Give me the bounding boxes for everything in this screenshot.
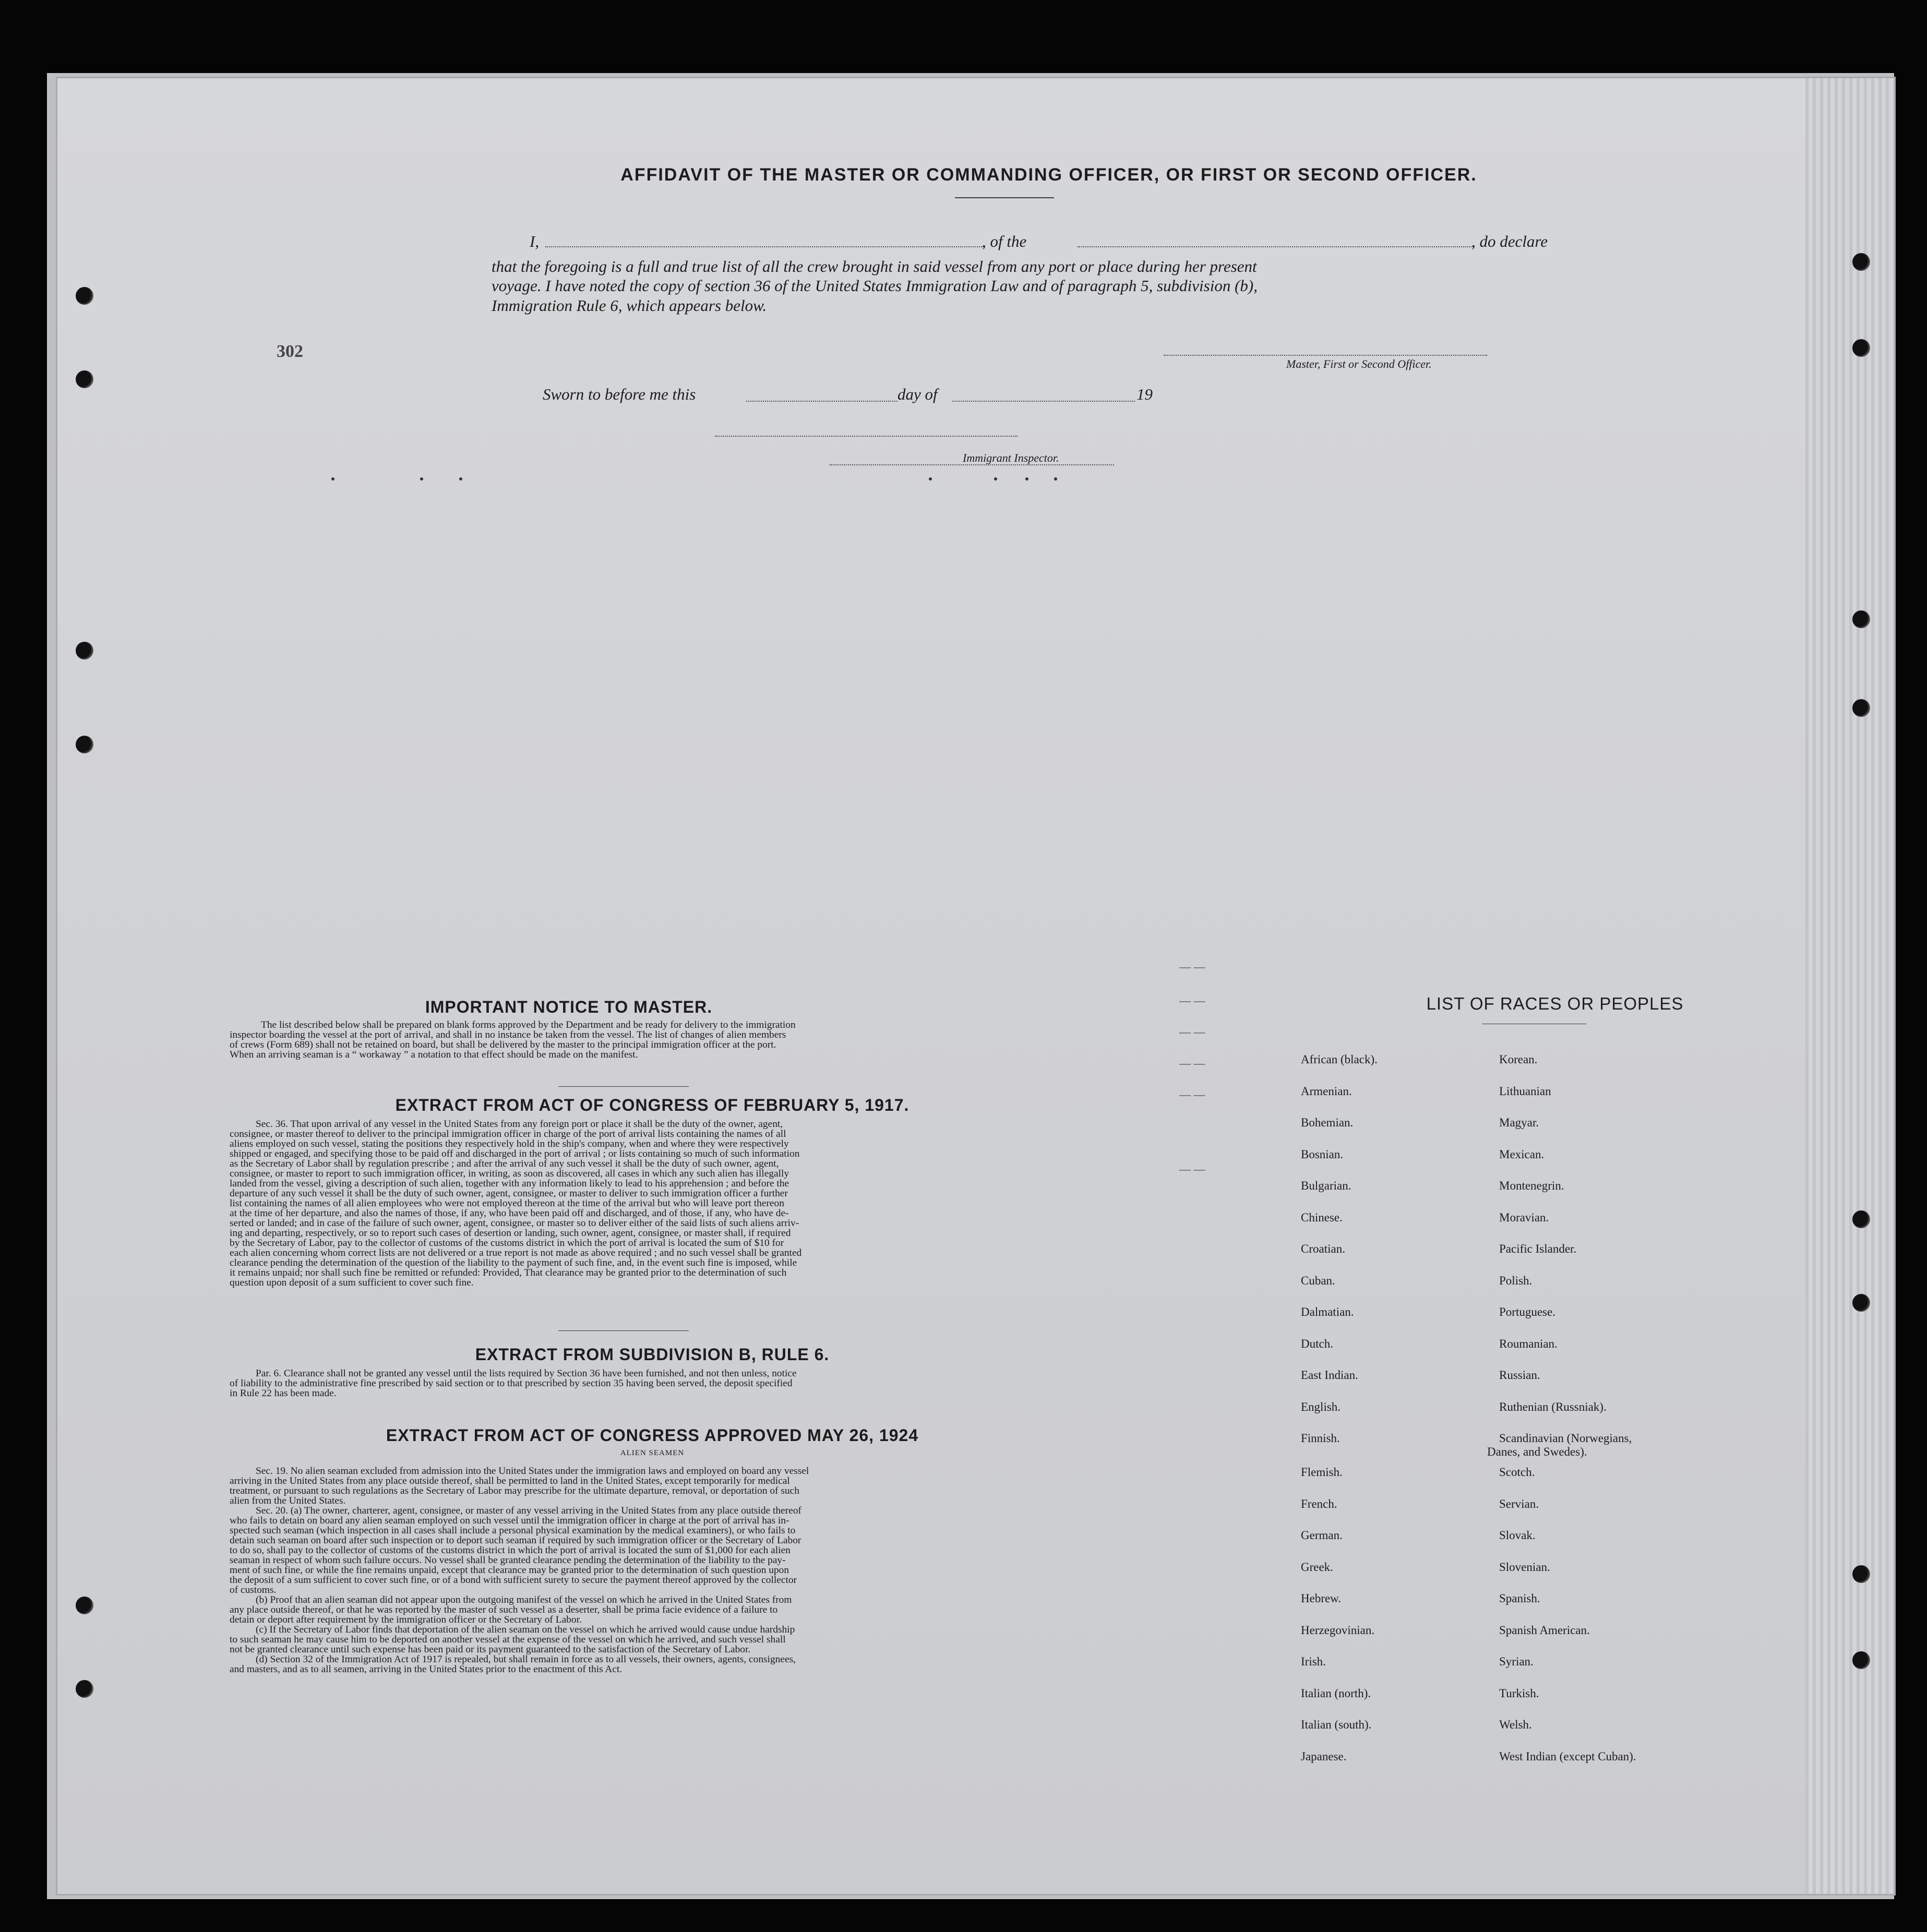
signature-blank	[1164, 355, 1487, 356]
extract-line: (b) Proof that an alien seaman did not appear upon the outgoing manifest of the vessel on which he arrived in the United States from	[256, 1594, 792, 1605]
extract-line: it remains unpaid; nor shall such fine be remitted or refunded: Provided, That clearance may be granted prior to the determination of such	[230, 1267, 787, 1278]
extract-line: serted or landed; and in case of the failure of such owner, agent, consignee, or master so to deliver either of the said lists of such aliens arriv-	[230, 1218, 799, 1229]
race-item: Flemish.	[1301, 1466, 1343, 1479]
race-item: Pacific Islander.	[1499, 1242, 1577, 1255]
extract-line: any place outside thereof, or that he was reported by the master of such vessel as a deserter, shall be prima facie evidence of a failure to	[230, 1604, 778, 1615]
extract-rule6-title: EXTRACT FROM SUBDIVISION B, RULE 6.	[475, 1345, 830, 1364]
race-item: Scotch.	[1499, 1466, 1535, 1479]
race-item: Roumanian.	[1499, 1337, 1558, 1350]
extract-line: at the time of her departure, and also the names of those, if any, who have been paid off and discharged, and of those, if any, who have de-	[230, 1208, 789, 1219]
race-item: Portuguese.	[1499, 1305, 1555, 1318]
race-item: Lithuanian	[1499, 1084, 1551, 1098]
race-item: Herzegovinian.	[1301, 1623, 1375, 1637]
extract-line: of customs.	[230, 1585, 277, 1595]
race-item: Turkish.	[1499, 1686, 1539, 1700]
of-the-label: , of the	[982, 232, 1027, 250]
race-item: Servian.	[1499, 1497, 1539, 1510]
vessel-blank	[1078, 246, 1474, 247]
extract-line: Par. 6. Clearance shall not be granted any vessel until the lists required by Section 36 have been furnished, and not then unless, notice	[256, 1368, 797, 1379]
punch-hole-icon	[1852, 253, 1870, 271]
race-item: German.	[1301, 1529, 1343, 1542]
inspector-label: Immigrant Inspector.	[963, 451, 1059, 464]
race-item: Italian (north).	[1301, 1686, 1371, 1700]
race-item: Russian.	[1499, 1369, 1540, 1382]
extract-rule6-body	[230, 1369, 1075, 1398]
extract-line: arriving in the United States from any place outside thereof, shall be permitted to land in the United States, except temporarily for medical	[230, 1475, 790, 1486]
punch-hole-icon	[76, 642, 93, 659]
affidavit-body-line-3: Immigration Rule 6, which appears below.	[492, 296, 767, 315]
extract-1924-title: EXTRACT FROM ACT OF CONGRESS APPROVED MAY 26, 1924	[386, 1426, 919, 1445]
race-item: Hebrew.	[1301, 1592, 1342, 1605]
divider	[558, 1330, 689, 1331]
extract-1924-body	[230, 1466, 1075, 1674]
punch-hole-icon	[76, 370, 93, 388]
race-item: Dalmatian.	[1301, 1305, 1354, 1318]
notice-line: of crews (Form 689) shall not be retained on board, but shall be delivered by the master to the principal immigration officer at the port.	[230, 1039, 776, 1050]
punch-hole-icon	[1852, 1651, 1870, 1669]
race-item: Japanese.	[1301, 1749, 1347, 1763]
race-item: Spanish.	[1499, 1592, 1540, 1605]
divider	[558, 1086, 689, 1087]
race-item: East Indian.	[1301, 1369, 1358, 1382]
race-item: Bohemian.	[1301, 1116, 1354, 1129]
notice-body	[230, 1020, 1075, 1060]
page-edge-stack	[1805, 78, 1894, 1894]
punch-hole-icon	[76, 736, 93, 753]
race-item: Welsh.	[1499, 1718, 1532, 1731]
extract-line: the deposit of a sum sufficient to cover such fine, or of a bond with sufficient surety to secure the payment thereof approved by the collector	[230, 1575, 797, 1586]
race-item: Dutch.	[1301, 1337, 1333, 1350]
punch-hole-icon	[76, 1680, 93, 1698]
extract-line: clearance pending the determination of the question of the liability to the payment of such fine, and, in the event such fine is imposed, while	[230, 1257, 797, 1268]
extract-line: by the Secretary of Labor, pay to the collector of customs of the customs district in which the port of arrival is located the sum of $10 for	[230, 1238, 784, 1249]
notice-line: inspector boarding the vessel at the port of arrival, and shall in no instance be taken from the vessel. The list of changes of alien members	[230, 1029, 786, 1040]
document-page: 302 AFFIDAVIT OF THE MASTER OR COMMANDING OFFICER, OR FIRST OR SECOND OFFICER. I, , of the , do declare that the foregoing is a full and true list of all the crew brought in said vessel from any port or place during her present voyage. I have noted the copy of section 36 of the United States Immigration Law and of paragraph 5, subdivision (b), Immigration Rule 6, which appears below. Master, First or Second Officer. Sworn to before me this day of 19 Immigrant Inspector. IMPORTANT NOTICE TO MASTER. The list described below shall be prepared on blank forms approved by the Department and be ready for delivery to the immigration inspector boarding the vessel at the port of arrival, and shall in no instance be taken from the vessel. The list of changes of alien members of crews (Form 689) shall not be retained on board, but shall be delivered by the master to the principal immigration officer at the port. When an arriving seaman is a “ workaway ” a notation to that effect should be made on the manifest. EXTRACT FROM ACT OF CONGRESS OF FEBRUARY 5, 1917. Sec. 36. That upon arrival of any vessel in the United States from any foreign port or place it shall be the duty of the owner, agent, consignee, or master thereof to deliver to the principal immigration officer in charge of the port of arrival lists containing the names of all aliens employed on such vessel, stating the positions they respectively hold in the ship's company, when and where they were respectively shipped or engaged, and specifying those to be paid off and discharged in the port of arrival ; or lists containing so much of such information as the Secretary of Labor shall by regulation prescribe ; and after the arrival of any such vessel it shall be the duty of such owner, agent, consignee, or master to report to such immigration officer, in writing, as soon as discovered, all cases in which any such alien has illegally landed from the vessel, giving a description of such alien, together with any information likely to lead to his apprehension ; and before the departure of any such vessel it shall be the duty of such owner, agent, consignee, or master to deliver to such immigration officer a further list containing the names of all alien employees who were not employed thereon at the time of the arrival but who will leave port thereon at the time of her departure, and also the names of those, if any, who have been paid off and discharged, and of those, if any, who have de- serted or landed; and in case of the failure of such owner, agent, consignee, or master so to deliver either of the said lists of such aliens arriv- ing and departing, respectively, or so to report such cases of desertion or landing, such owner, agent, consignee, or master shall, if required by the Secretary of Labor, pay to the collector of customs of the customs district in which the port of arrival is located the sum of $10 for each alien concerning whom correct lists are not delivered or a true report is not made as above required ; and no such vessel shall be granted clearance pending the determination of the question of the liability to the payment of such fine, and, in the event such fine is imposed, while it remains unpaid; nor shall such fine be remitted or refunded: Provided, That clearance may be granted prior to the determination of such question upon deposit of a sum sufficient to cover such fine. EXTRACT FROM SUBDIVISION B, RULE 6. Par. 6. Clearance shall not be granted any vessel until the lists required by Section 36 have been furnished, and not then unless, notice of liability to the administrative fine prescribed by said section or to that prescribed by section 35 having been served, the deposit specified in Rule 22 has been made. EXTRACT FROM ACT OF CONGRESS APPROVED MAY 26, 1924 ALIEN SEAMEN Sec. 19. No alien seaman excluded from admission into the United States under the immigration laws and employed on board any vessel arriving in the United States from any place outside thereof, shall be permitted to land in the United States, except temporarily for medical treatment, or pursuant to such regulations as the Secretary of Labor may prescribe for the ultimate departure, removal, or deportation of such alien from the United States. Sec. 20. (a) The owner, charterer, agent, consignee, or master of any vessel arriving in the United States from any place outside thereof who fails to detain on board any alien seaman employed on such vessel until the immigration officer in charge at the port of arrival has in- spected such seaman (which inspection in all cases shall include a personal physical examination by the medical examiners), or who fails to detain such seaman on board after such inspection or to deport such seaman if required by such immigration officer or the Secretary of Labor to do so, shall pay to the collector of customs of the customs district in which the port of arrival is located the sum of $1,000 for each alien seaman in respect of whom such failure occurs. No vessel shall be granted clearance pending the determination of the liability to the pay- ment of such fine, or while the fine remains unpaid, except that clearance may be granted prior to the determination of such question upon the deposit of a sum sufficient to cover such fine, or of a bond with sufficient surety to secure the payment thereof approved by the collector of customs. (b) Proof that an alien seaman did not appear upon the outgoing manifest of the vessel on which he arrived in the United States from any place outside thereof, or that he was reported by the master of such vessel as a deserter, shall be prima facie evidence of a failure to detain or deport after requirement by the immigration officer or the Secretary of Labor. (c) If the Secretary of Labor finds that deportation of the alien seaman on the vessel on which he arrived would cause undue hardship to such seaman he may cause him to be deported on another vessel at the expense of the vessel on which he arrived, and such vessel shall not be granted clearance until such expense has been paid or its payment guaranteed to the satisfaction of the Secretary of Labor. (d) Section 32 of the Immigration Act of 1917 is repealed, but shall remain in force as to all vessels, their owners, agents, consignees, and masters, and as to all seamen, arriving in the United States prior to the enactment of this Act. LIST OF RACES OR PEOPLES — — — — — — — — — — — — African (black). Armenian. Bohemian. Bosnian. Bulgarian. Chinese. Croatian. Cuban. Dalmatian. Dutch. East Indian. English. Finnish. Flemish. French. German. Greek. Hebrew. Herzegovinian. Irish. Italian (north). Italian (south). Japanese. Korean. Lithuanian Magyar. Mexican. Montenegrin. Moravian. Pacific Islander. Polish. Portuguese. Roumanian. Russian. Ruthenian (Russniak). Scandinavian (Norwegians, Danes, and Swedes). Scotch. Servian. Slovak. Slovenian. Spanish. Spanish American. Syrian. Turkish. Welsh. West Indian (except Cuban).	[57, 78, 1894, 1894]
extract-line: not be granted clearance until such expense has been paid or its payment guaranteed to the satisfaction of the Secretary of Labor.	[230, 1644, 751, 1655]
extract-line: consignee, or master thereof to deliver to the principal immigration officer in charge of the port of arrival lists containing the names of all	[230, 1129, 786, 1139]
extract-line: as the Secretary of Labor shall by regulation prescribe ; and after the arrival of any such vessel it shall be the duty of such owner, agent,	[230, 1158, 779, 1169]
extract-line: and masters, and as to all seamen, arriving in the United States prior to the enactment of this Act.	[230, 1664, 623, 1675]
affidavit-i-label: I,	[530, 232, 540, 250]
extract-line: to do so, shall pay to the collector of customs of the customs district in which the port of arrival is located the sum of $1,000 for each alien	[230, 1545, 791, 1556]
extract-line: aliens employed on such vessel, stating the positions they respectively hold in the ship's company, when and where they were respectively	[230, 1138, 789, 1149]
punch-hole-icon	[1852, 339, 1870, 357]
name-blank	[545, 246, 984, 247]
extract-line: to such seaman he may cause him to be deported on another vessel at the expense of the vessel on which he arrived, and such vessel shall	[230, 1634, 786, 1645]
extract-line: list containing the names of all alien employees who were not employed thereon at the time of the arrival but who will leave port thereon	[230, 1198, 784, 1209]
race-item: Danes, and Swedes).	[1487, 1445, 1587, 1458]
affidavit-body-line-2: voyage. I have noted the copy of section 36 of the United States Immigration Law and of paragraph 5, subdivision (b),	[492, 277, 1258, 295]
race-item: Mexican.	[1499, 1147, 1545, 1161]
extract-line: each alien concerning whom correct lists are not delivered or a true report is not made as above required ; and no such vessel shall be granted	[230, 1247, 802, 1258]
inspector-blank	[715, 436, 1018, 437]
affidavit-title: AFFIDAVIT OF THE MASTER OR COMMANDING OFFICER, OR FIRST OR SECOND OFFICER.	[620, 165, 1477, 185]
punch-hole-icon	[1852, 1294, 1870, 1312]
race-item: Finnish.	[1301, 1432, 1340, 1445]
races-title: LIST OF RACES OR PEOPLES	[1426, 994, 1684, 1013]
extract-line: Sec. 20. (a) The owner, charterer, agent, consignee, or master of any vessel arriving in the United States from any place outside thereof	[256, 1505, 801, 1516]
race-item: Polish.	[1499, 1274, 1533, 1287]
extract-1917-title: EXTRACT FROM ACT OF CONGRESS OF FEBRUARY 5, 1917.	[395, 1096, 909, 1114]
extract-line: departure of any such vessel it shall be the duty of such owner, agent, consignee, or master to deliver to such immigration officer a further	[230, 1188, 788, 1199]
race-item: African (black).	[1301, 1053, 1378, 1066]
race-item: Croatian.	[1301, 1242, 1345, 1255]
extract-line: who fails to detain on board any alien seaman employed on such vessel until the immigration officer in charge at the port of arrival has in-	[230, 1515, 789, 1526]
extract-line: seaman in respect of whom such failure occurs. No vessel shall be granted clearance pending the determination of the liability to the pay-	[230, 1555, 786, 1566]
race-item: Scandinavian (Norwegians,	[1499, 1432, 1632, 1445]
extract-line: of liability to the administrative fine prescribed by said section or to that prescribed by section 35 having been served, the deposit specified	[230, 1378, 793, 1389]
year-label: 19	[1136, 385, 1153, 403]
extract-line: (d) Section 32 of the Immigration Act of 1917 is repealed, but shall remain in force as to all vessels, their owners, agents, consignees,	[256, 1654, 796, 1665]
do-declare-label: , do declare	[1471, 232, 1548, 250]
race-item: Irish.	[1301, 1655, 1326, 1668]
extract-line: question upon deposit of a sum sufficient to cover such fine.	[230, 1277, 474, 1288]
extract-line: ing and departing, respectively, or so to report such cases of desertion or landing, such owner, agent, consignee, or master shall, if required	[230, 1228, 791, 1239]
race-item: Slovenian.	[1499, 1560, 1550, 1574]
race-item: Greek.	[1301, 1560, 1333, 1574]
extract-1917-body	[230, 1119, 1075, 1288]
extract-line: (c) If the Secretary of Labor finds that deportation of the alien seaman on the vessel on which he arrived would cause undue hardship	[256, 1624, 795, 1635]
race-item: Armenian.	[1301, 1084, 1352, 1098]
divider	[955, 197, 1054, 198]
race-item: Montenegrin.	[1499, 1179, 1564, 1192]
race-item: Spanish American.	[1499, 1623, 1590, 1637]
race-item: Italian (south).	[1301, 1718, 1372, 1731]
extract-line: treatment, or pursuant to such regulations as the Secretary of Labor may prescribe for the ultimate departure, removal, or deportation of such	[230, 1485, 799, 1496]
extract-line: Sec. 19. No alien seaman excluded from admission into the United States under the immigration laws and employed on board any vessel	[256, 1466, 809, 1477]
race-item: Magyar.	[1499, 1116, 1539, 1129]
extract-line: ment of such fine, or while the fine remains unpaid, except that clearance may be granted prior to the determination of such question upon	[230, 1565, 789, 1576]
extract-line: spected such seaman (which inspection in all cases shall include a personal physical examination by the medical examiners), or who fails to	[230, 1525, 796, 1536]
race-item: Chinese.	[1301, 1210, 1343, 1224]
punch-hole-icon	[1852, 1565, 1870, 1583]
punch-hole-icon	[1852, 699, 1870, 717]
signature-label: Master, First or Second Officer.	[1286, 357, 1432, 370]
day-blank	[746, 401, 897, 402]
affidavit-body-line-1: that the foregoing is a full and true list of all the crew brought in said vessel from any port or place during her present	[492, 257, 1257, 275]
race-item: Ruthenian (Russniak).	[1499, 1400, 1607, 1413]
margin-number: 302	[277, 342, 303, 361]
race-item: Bosnian.	[1301, 1147, 1344, 1161]
punch-hole-icon	[1852, 1210, 1870, 1228]
extract-line: landed from the vessel, giving a description of such alien, together with any information likely to lead to his apprehension ; and before the	[230, 1178, 789, 1189]
extract-line: Sec. 36. That upon arrival of any vessel in the United States from any foreign port or place it shall be the duty of the owner, agent,	[256, 1119, 783, 1130]
race-item: Cuban.	[1301, 1274, 1335, 1287]
extract-line: consignee, or master to report to such immigration officer, in writing, as soon as discovered, all cases in which any such alien has illegally	[230, 1168, 789, 1179]
punch-hole-icon	[76, 287, 93, 305]
race-item: Korean.	[1499, 1053, 1538, 1066]
sworn-label: Sworn to before me this	[543, 385, 696, 403]
extract-line: alien from the United States.	[230, 1495, 346, 1506]
extract-line: detain such seaman on board after such inspection or to deport such seaman if required by such immigration officer or the Secretary of Labor	[230, 1535, 801, 1546]
race-item: French.	[1301, 1497, 1337, 1510]
punch-hole-icon	[1852, 610, 1870, 628]
race-item: Syrian.	[1499, 1655, 1534, 1668]
extract-1924-subtitle: ALIEN SEAMEN	[620, 1449, 685, 1457]
month-blank	[952, 401, 1135, 402]
race-item: English.	[1301, 1400, 1341, 1413]
notice-line: The list described below shall be prepared on blank forms approved by the Department and be ready for delivery to the immigration	[261, 1019, 796, 1030]
race-item: Bulgarian.	[1301, 1179, 1351, 1192]
notice-title: IMPORTANT NOTICE TO MASTER.	[425, 998, 713, 1016]
punch-hole-icon	[76, 1597, 93, 1614]
extract-line: shipped or engaged, and specifying those to be paid off and discharged in the port of arrival ; or lists containing so much of such information	[230, 1148, 800, 1159]
race-item: Slovak.	[1499, 1529, 1536, 1542]
notice-line: When an arriving seaman is a “ workaway ” a notation to that effect should be made on the manifest.	[230, 1049, 638, 1060]
day-of-label: day of	[897, 385, 938, 403]
race-item: West Indian (except Cuban).	[1499, 1749, 1636, 1763]
extract-line: detain or deport after requirement by the immigration officer or the Secretary of Labor.	[230, 1614, 582, 1625]
extract-line: in Rule 22 has been made.	[230, 1388, 337, 1399]
race-item: Moravian.	[1499, 1210, 1549, 1224]
